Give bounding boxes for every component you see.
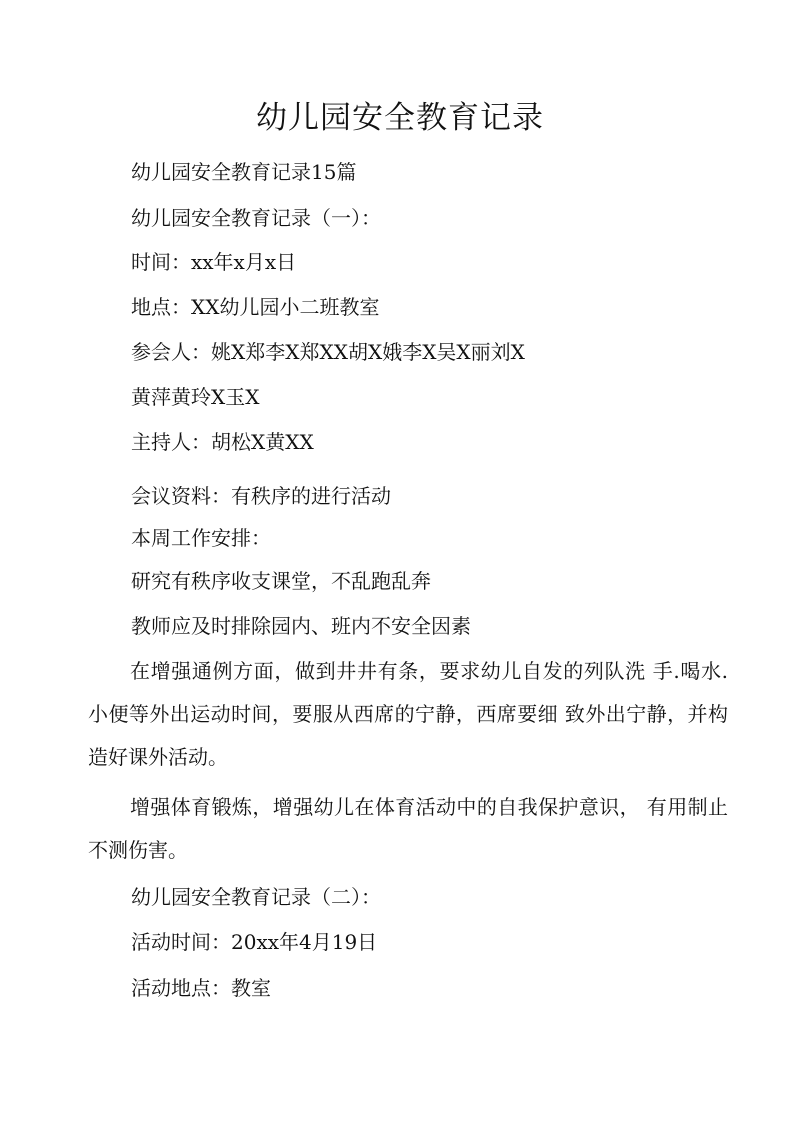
- body-paragraph-1: 在增强通例方面，做到井井有条，要求幼儿自发的列队洗 手.喝水.小便等外出运动时间，要服从西席的宁静，西席要细 致外出宁静，并构造好课外活动。: [88, 659, 728, 769]
- body-paragraph-2: 增强体育锻炼，增强幼儿在体育活动中的自我保护意识， 有用制止不测伤害。: [88, 795, 728, 862]
- subtitle-line: 幼儿园安全教育记录15篇: [131, 160, 357, 184]
- weekly-plan-heading: 本周工作安排：: [131, 526, 271, 550]
- plan-item-2: 教师应及时排除园内、班内不安全因素: [131, 614, 471, 638]
- host-line: 主持人：胡松X黄XX: [131, 430, 314, 454]
- activity-time-line: 活动时间：20xx年4月19日: [131, 930, 378, 954]
- location-line: 地点：XX幼儿园小二班教室: [131, 295, 380, 319]
- plan-item-1: 研究有秩序收支课堂，不乱跑乱奔: [131, 569, 431, 593]
- activity-location-line: 活动地点：教室: [131, 976, 271, 1000]
- attendees-line: 参会人：姚X郑李X郑XX胡X娥李X吴X丽刘X: [131, 340, 525, 364]
- section-heading-1: 幼儿园安全教育记录（一）：: [131, 206, 381, 230]
- document-title: 幼儿园安全教育记录: [256, 100, 544, 136]
- attendees-continued-line: 黄萍黄玲X玉X: [131, 385, 260, 409]
- section-heading-2: 幼儿园安全教育记录（二）：: [131, 885, 381, 909]
- meeting-content-line: 会议资料：有秩序的进行活动: [131, 484, 391, 508]
- time-line: 时间：xx年x月x日: [131, 250, 297, 274]
